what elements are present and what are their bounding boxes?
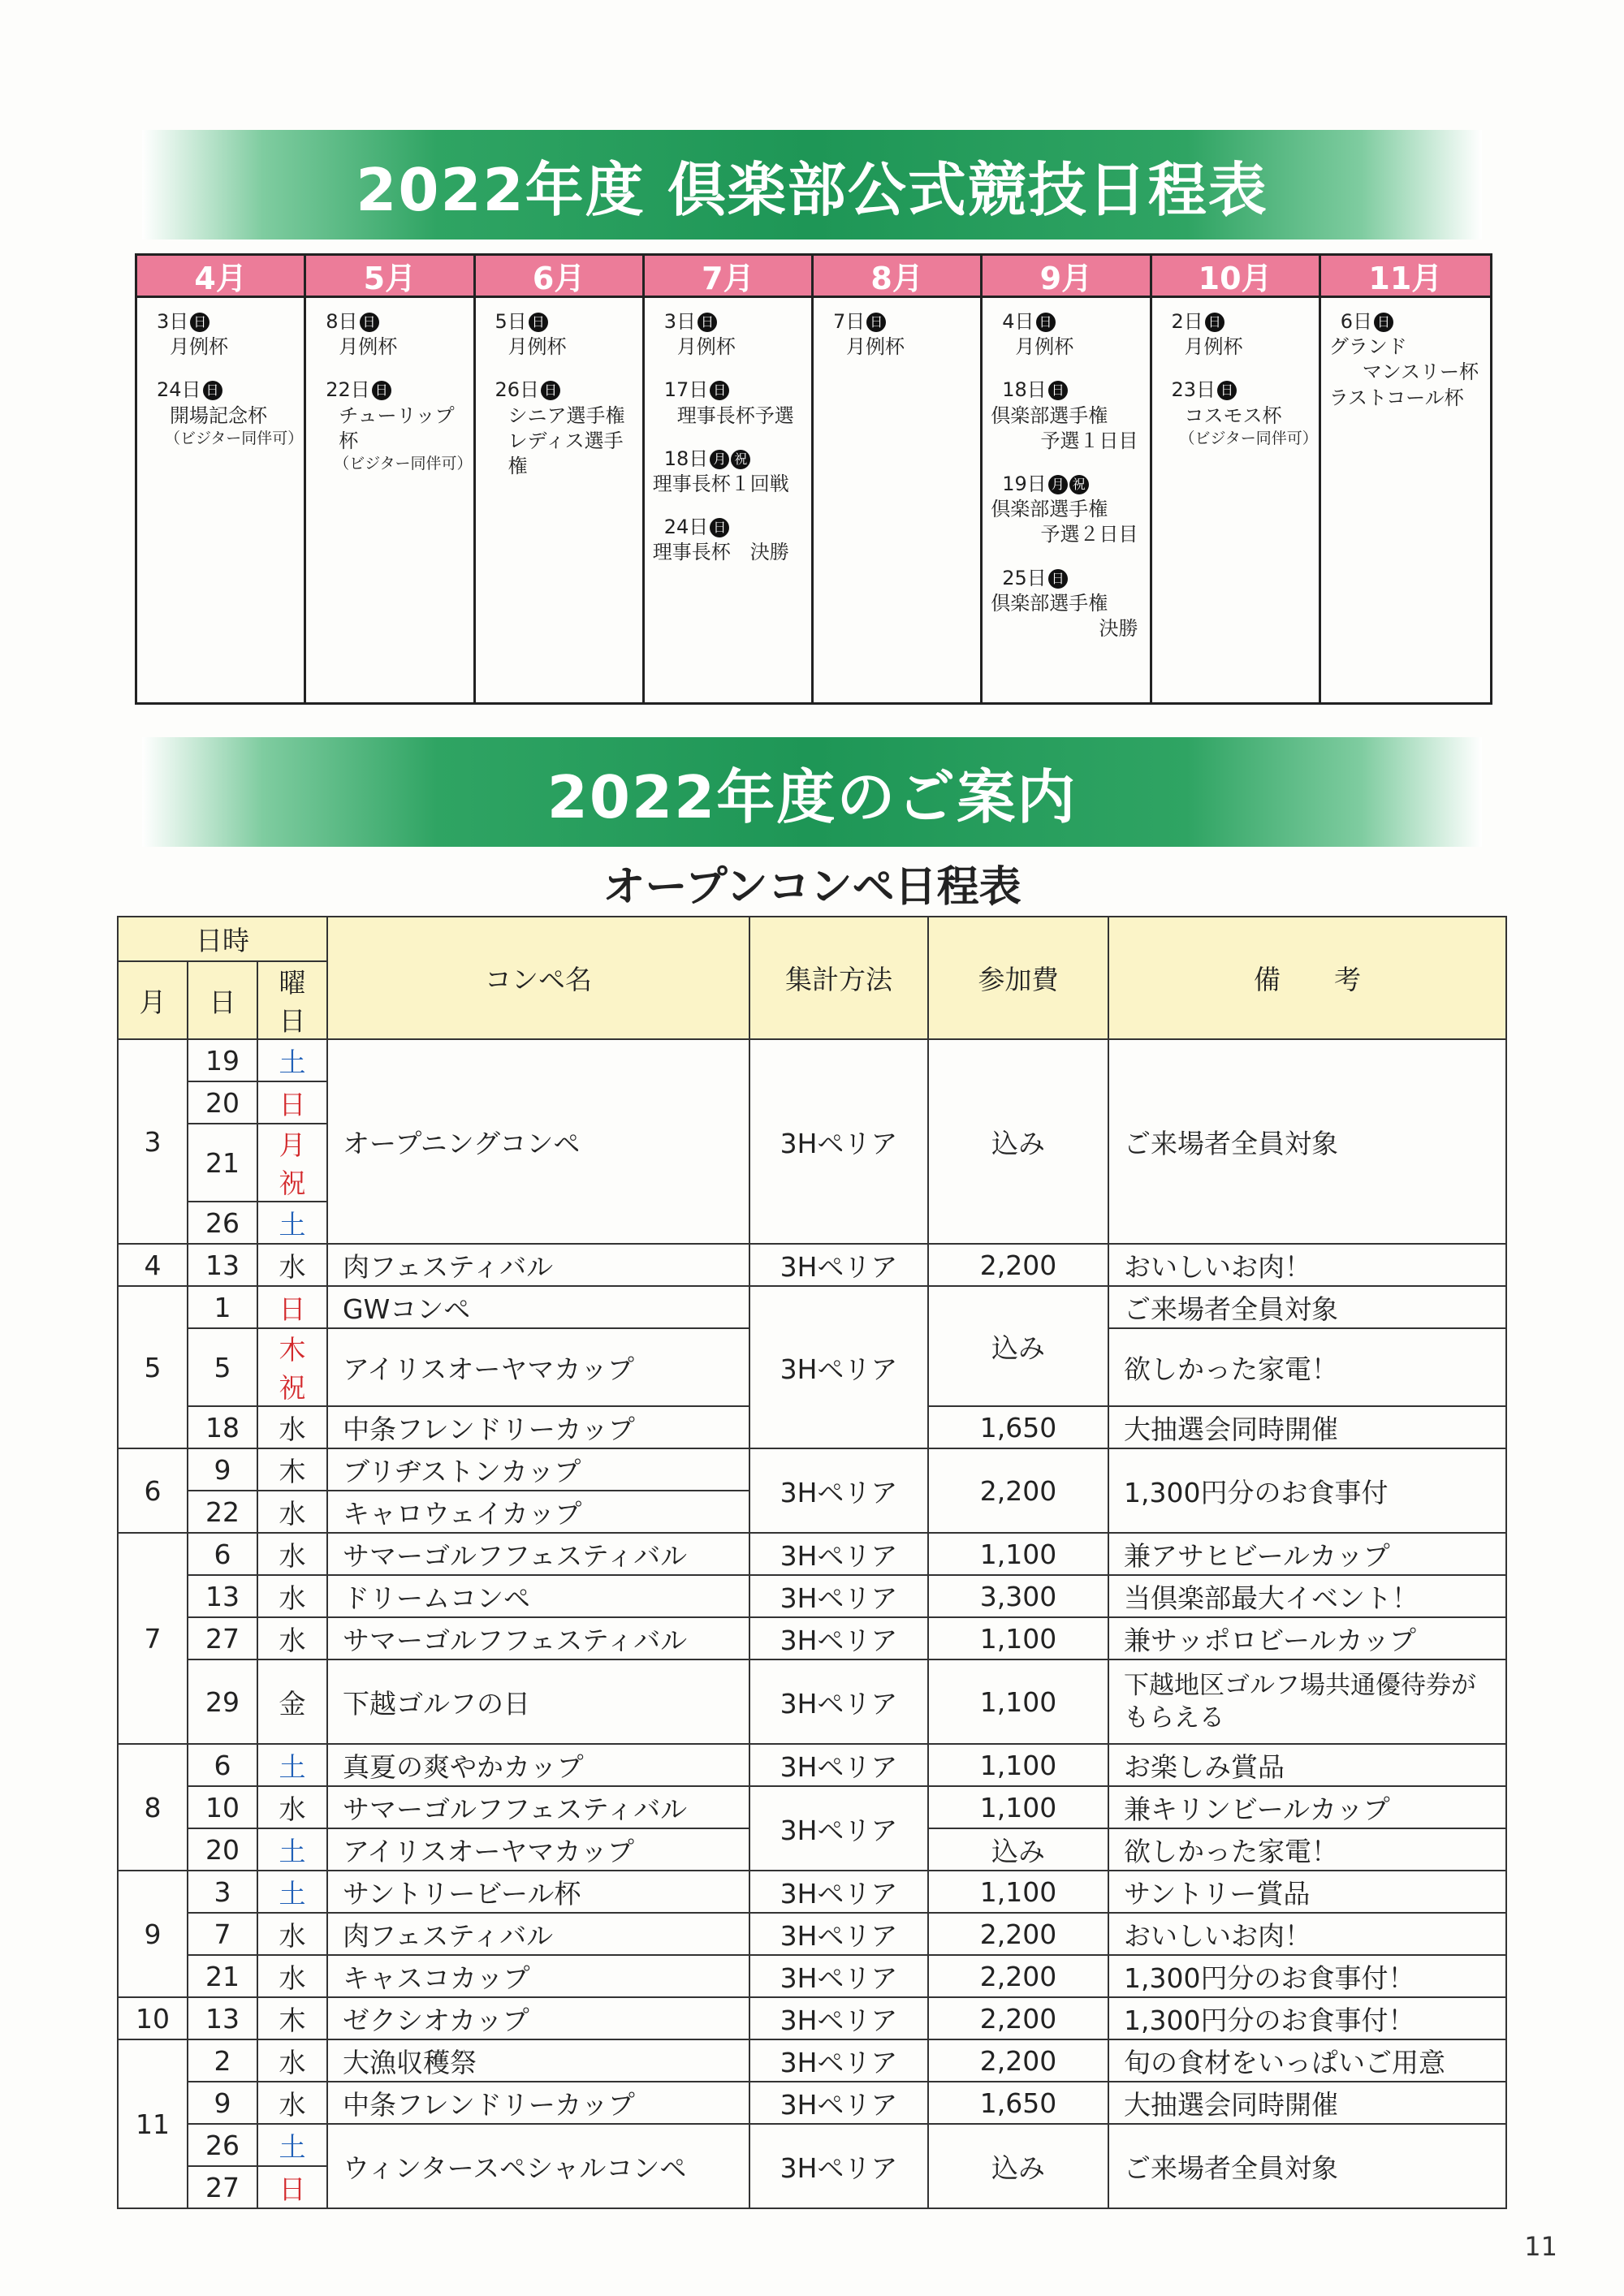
event-date [653,515,803,540]
weekday-cell: 木祝 [257,1328,327,1406]
header-day: 日 [188,961,257,1039]
weekday-badge: 日 [1374,313,1393,332]
weekday-badge: 日 [190,313,209,332]
weekday-badge: 日 [1036,313,1056,332]
method-cell: 3Hペリア [749,1039,928,1244]
weekday-badge: 日 [372,381,391,400]
month-cell: 4 [118,1244,188,1286]
weekday-cell: 日 [257,1286,327,1328]
weekday-cell: 土 [257,1039,327,1081]
event-date-label: 26日 [495,378,540,402]
fee-cell: 3,300 [928,1575,1108,1617]
event-name: 決勝 [1099,616,1138,640]
fee-cell: 2,200 [928,1244,1108,1286]
weekday-cell: 金 [257,1659,327,1744]
day-cell: 19 [188,1039,257,1081]
method-cell: 3Hペリア [749,2039,928,2082]
day-cell: 2 [188,2039,257,2082]
weekday-cell: 水 [257,1575,327,1617]
table-row [118,1617,1506,1659]
calendar-month-column [306,298,475,702]
fee-cell: 1,100 [928,1786,1108,1828]
fee-cell: 1,100 [928,1533,1108,1575]
day-cell: 3 [188,1871,257,1913]
remarks-cell: 欲しかった家電！ [1108,1328,1506,1406]
calendar-month-column [137,298,306,702]
event-date-label: 24日 [157,378,201,402]
day-cell: 7 [188,1913,257,1955]
day-cell: 20 [188,1828,257,1871]
method-cell: 3Hペリア [749,1786,928,1871]
weekday-cell: 水 [257,1491,327,1533]
remarks-cell: ご来場者全員対象 [1108,1039,1506,1244]
weekday-cell: 日 [257,2166,327,2208]
day-cell: 18 [188,1406,257,1448]
calendar-event [991,309,1141,360]
table-row [118,2124,1506,2166]
day-cell: 27 [188,1617,257,1659]
day-cell: 13 [188,1244,257,1286]
fee-cell: 1,100 [928,1617,1108,1659]
calendar-event [145,378,304,448]
calendar-month-column [983,298,1151,702]
event-name: グランド [1328,335,1407,359]
weekday-cell: 水 [257,1244,327,1286]
weekday-cell: 水 [257,1617,327,1659]
event-name: 月例杯 [1184,335,1243,359]
compe-name-cell: オープニングコンペ [327,1039,749,1244]
event-name: 月例杯 [846,335,905,359]
compe-name-cell: サマーゴルフフェスティバル [327,1533,749,1575]
compe-name-cell: キャロウェイカップ [327,1491,749,1533]
method-cell: 3Hペリア [749,1244,928,1286]
remarks-cell: ご来場者全員対象 [1108,2124,1506,2208]
compe-name-cell: 中条フレンドリーカップ [327,2082,749,2124]
event-date [484,309,634,334]
compe-name-cell: ドリームコンペ [327,1575,749,1617]
header-remarks: 備 考 [1108,917,1506,1039]
weekday-cell: 土 [257,1744,327,1786]
day-cell: 5 [188,1328,257,1406]
weekday-badge: 日 [360,313,379,332]
weekday-badge: 日 [1217,381,1237,400]
weekday-cell: 木 [257,1448,327,1491]
event-name: 倶楽部選手権 [991,591,1108,615]
event-date-label: 23日 [1171,378,1216,402]
event-name: 理事長杯予選 [676,404,794,427]
event-date-label: 4日 [1002,310,1034,333]
day-cell: 9 [188,1448,257,1491]
month-cell: 10 [118,1997,188,2039]
event-date-label: 17日 [663,378,709,402]
table-row [118,1448,1506,1491]
method-cell: 3Hペリア [749,1913,928,1955]
compe-name-cell: アイリスオーヤマカップ [327,1828,749,1871]
weekday-cell: 水 [257,1913,327,1955]
weekday-cell: 木 [257,1997,327,2039]
header-month: 月 [118,961,188,1039]
calendar-month-header: 10月 [1152,256,1321,298]
compe-name-cell: ゼクシオカップ [327,1997,749,2039]
event-name: 月例杯 [1015,335,1074,359]
remarks-cell: お楽しみ賞品 [1108,1744,1506,1786]
page-number: 11 [1524,2231,1557,2262]
remarks-cell: 兼サッポロビールカップ [1108,1617,1506,1659]
calendar-month-header: 9月 [983,256,1151,298]
event-name: 理事長杯 決勝 [652,541,789,564]
method-cell: 3Hペリア [749,1871,928,1913]
fee-cell: 込み [928,2124,1108,2208]
weekday-badge: 日 [710,518,729,537]
compe-name-cell: サマーゴルフフェスティバル [327,1617,749,1659]
event-date-label: 25日 [1002,566,1047,589]
event-date-label: 3日 [157,310,189,333]
weekday-cell: 水 [257,2039,327,2082]
event-date-label: 24日 [663,516,709,539]
calendar-month-column [645,298,814,702]
calendar-month-header: 6月 [476,256,645,298]
fee-cell: 2,200 [928,2039,1108,2082]
compe-name-cell: ウィンタースペシャルコンペ [327,2124,749,2208]
event-name: 予選２日目 [1040,523,1138,546]
table-row [118,1244,1506,1286]
table-row [118,1533,1506,1575]
remarks-cell: 大抽選会同時開催 [1108,1406,1506,1448]
competition-schedule-banner: 2022年度 倶楽部公式競技日程表 [142,130,1482,240]
event-name: 月例杯 [170,335,228,359]
method-cell: 3Hペリア [749,1659,928,1744]
calendar-event [1160,378,1318,448]
remarks-cell: 1,300円分のお食事付！ [1108,1997,1506,2039]
event-date-label: 19日 [1002,472,1047,495]
day-cell: 13 [188,1575,257,1617]
fee-cell: 2,200 [928,1955,1108,1997]
calendar-month-column [476,298,645,702]
weekday-cell: 水 [257,1786,327,1828]
fee-cell: 1,650 [928,1406,1108,1448]
header-weekday: 曜日 [257,961,327,1039]
method-cell: 3Hペリア [749,1533,928,1575]
event-date [822,309,972,334]
event-date-label: 8日 [326,310,358,333]
month-cell: 11 [118,2039,188,2208]
event-date-label: 3日 [663,310,697,333]
remarks-cell: おいしいお肉！ [1108,1244,1506,1286]
month-cell: 5 [118,1286,188,1448]
calendar-event [145,309,296,360]
day-cell: 26 [188,1202,257,1244]
table-row [118,1575,1506,1617]
weekday-cell: 土 [257,1828,327,1871]
calendar-month-column [814,298,983,702]
fee-cell: 1,100 [928,1744,1108,1786]
calendar-event [653,378,803,428]
weekday-cell: 土 [257,1871,327,1913]
event-date-label: 5日 [495,310,527,333]
weekday-cell: 水 [257,2082,327,2124]
weekday-badge: 日 [203,381,222,400]
month-cell: 3 [118,1039,188,1244]
method-cell: 3Hペリア [749,1997,928,2039]
calendar-event [653,309,803,360]
method-cell: 3Hペリア [749,1448,928,1533]
remarks-line-2: もらえる [1124,1703,1225,1733]
open-compe-table [117,916,1507,2209]
calendar-event [653,515,803,565]
method-cell: 3Hペリア [749,1575,928,1617]
calendar-event [991,566,1141,642]
weekday-badge: 日 [1205,313,1224,332]
calendar-event [991,378,1141,454]
compe-name-cell: 肉フェスティバル [327,1913,749,1955]
weekday-cell: 水 [257,1406,327,1448]
method-cell: 3Hペリア [749,1744,928,1786]
calendar-event [314,309,464,360]
holiday-badge: 祝 [731,450,750,469]
weekday-cell: 水 [257,1955,327,1997]
day-cell: 20 [188,1081,257,1124]
calendar-event [1329,309,1482,411]
calendar-month-header: 8月 [814,256,983,298]
weekday-cell: 水 [257,1533,327,1575]
table-row [118,1286,1506,1328]
weekday-cell: 月祝 [257,1124,327,1202]
table-row [118,1659,1506,1744]
event-date [653,378,803,403]
event-date-label: 6日 [1340,310,1373,333]
table-row [118,2082,1506,2124]
day-cell: 27 [188,2166,257,2208]
month-cell: 7 [118,1533,188,1744]
header-method: 集計方法 [749,917,928,1039]
event-name: 理事長杯１回戦 [652,472,789,495]
event-name: 倶楽部選手権 [991,498,1108,521]
fee-cell: 1,100 [928,1871,1108,1913]
event-date-label: 7日 [833,310,866,333]
calendar-month-header: 11月 [1321,256,1490,298]
calendar-event [484,378,634,479]
calendar-event [1160,309,1311,360]
day-cell: 13 [188,1997,257,2039]
event-name: 月例杯 [508,335,567,359]
weekday-badge: 日 [710,381,729,400]
compe-name-cell: キャスコカップ [327,1955,749,1997]
event-date [1160,378,1311,403]
fee-cell: 2,200 [928,1997,1108,2039]
event-date [1160,309,1311,334]
header-fee: 参加費 [928,917,1108,1039]
remarks-cell: 兼キリンビールカップ [1108,1786,1506,1828]
weekday-badge: 日 [541,381,560,400]
weekday-badge: 日 [1048,381,1068,400]
weekday-badge: 日 [698,313,717,332]
weekday-badge: 日 [866,313,886,332]
day-cell: 10 [188,1786,257,1828]
day-cell: 6 [188,1744,257,1786]
compe-name-cell: 中条フレンドリーカップ [327,1406,749,1448]
event-date [145,378,296,403]
calendar-month-header: 5月 [306,256,475,298]
event-date-label: 18日 [1002,378,1047,402]
compe-name-cell: 真夏の爽やかカップ [327,1744,749,1786]
fee-cell: 1,650 [928,2082,1108,2124]
table-row [118,1744,1506,1786]
header-compe-name: コンペ名 [327,917,749,1039]
day-cell: 26 [188,2124,257,2166]
compe-name-cell: サマーゴルフフェスティバル [327,1786,749,1828]
event-name: レディス選手権 [508,429,624,477]
event-date [653,309,803,334]
compe-name-cell: GWコンペ [327,1286,749,1328]
compe-name-cell: サントリービール杯 [327,1871,749,1913]
table-row [118,1997,1506,2039]
event-date [653,447,803,472]
method-cell: 3Hペリア [749,1955,928,1997]
table-row [118,2039,1506,2082]
calendar-event [653,447,803,497]
day-cell: 6 [188,1533,257,1575]
calendar-month-column [1321,298,1490,702]
month-cell: 9 [118,1871,188,1997]
remarks-cell [1108,1659,1506,1744]
fee-cell: 1,100 [928,1659,1108,1744]
weekday-cell: 日 [257,1081,327,1124]
remarks-cell: 兼アサヒビールカップ [1108,1533,1506,1575]
table-row [118,1913,1506,1955]
event-date [991,472,1141,497]
remarks-cell: ご来場者全員対象 [1108,1286,1506,1328]
event-note: （ビジター同伴可） [165,429,304,447]
remarks-cell: サントリー賞品 [1108,1871,1506,1913]
calendar-event [822,309,972,360]
compe-name-cell: 肉フェスティバル [327,1244,749,1286]
event-name: コスモス杯 [1184,404,1282,427]
day-cell: 21 [188,1955,257,1997]
month-cell: 8 [118,1744,188,1871]
fee-cell: 込み [928,1286,1108,1406]
weekday-badge: 月 [1048,475,1068,494]
method-cell: 3Hペリア [749,2124,928,2208]
calendar-event [991,472,1141,548]
event-date [991,309,1141,334]
fee-cell: 2,200 [928,1448,1108,1533]
event-date [991,378,1141,403]
calendar-event [484,309,634,360]
event-date [314,378,464,403]
day-cell: 22 [188,1491,257,1533]
fee-cell: 込み [928,1828,1108,1871]
weekday-cell: 土 [257,2124,327,2166]
compe-name-cell: 下越ゴルフの日 [327,1659,749,1744]
table-row [118,1871,1506,1913]
event-name: 倶楽部選手権 [991,404,1108,427]
day-cell: 9 [188,2082,257,2124]
weekday-badge: 月 [710,450,729,469]
remarks-cell: おいしいお肉！ [1108,1913,1506,1955]
day-cell: 1 [188,1286,257,1328]
event-date [991,566,1141,591]
remarks-cell: 1,300円分のお食事付！ [1108,1955,1506,1997]
holiday-badge: 祝 [1069,475,1089,494]
calendar-month-header: 4月 [137,256,306,298]
calendar-event [314,378,473,473]
table-row [118,1039,1506,1081]
event-name: チューリップ杯 [339,404,455,452]
remarks-cell: 旬の食材をいっぱいご用意 [1108,2039,1506,2082]
day-cell: 21 [188,1124,257,1202]
remarks-cell: 1,300円分のお食事付 [1108,1448,1506,1533]
remarks-cell: 欲しかった家電！ [1108,1828,1506,1871]
event-date-label: 18日 [663,447,709,470]
compe-name-cell: アイリスオーヤマカップ [327,1328,749,1406]
table-row [118,1786,1506,1828]
method-cell: 3Hペリア [749,1617,928,1659]
remarks-cell: 当倶楽部最大イベント！ [1108,1575,1506,1617]
weekday-badge: 日 [1048,569,1068,589]
day-cell: 29 [188,1659,257,1744]
guide-banner: 2022年度のご案内 [142,737,1482,847]
open-compe-title: オープンコンペ日程表 [603,863,1021,912]
month-cell: 6 [118,1448,188,1533]
event-date-label: 22日 [326,378,370,402]
event-name: マンスリー杯 [1362,360,1479,384]
table-row [118,1955,1506,1997]
weekday-badge: 日 [529,313,548,332]
event-date [484,378,634,403]
event-date [314,309,464,334]
remarks-line-1: 下越地区ゴルフ場共通優待券が [1124,1670,1477,1700]
compe-name-cell: 大漁収穫祭 [327,2039,749,2082]
compe-name-cell: ブリヂストンカップ [327,1448,749,1491]
event-name: シニア選手権 [508,404,625,427]
event-note: （ビジター同伴可） [334,454,473,473]
event-date [1329,309,1482,334]
event-name: 月例杯 [676,335,736,359]
method-cell: 3Hペリア [749,2082,928,2124]
header-datetime: 日時 [118,917,327,961]
event-name: ラストコール杯 [1328,386,1464,409]
event-name: 月例杯 [339,335,398,359]
fee-cell: 込み [928,1039,1108,1244]
event-name: 予選１日目 [1040,429,1138,452]
club-competition-calendar [135,253,1492,705]
event-date [145,309,296,334]
event-date-label: 2日 [1171,310,1203,333]
fee-cell: 2,200 [928,1913,1108,1955]
remarks-cell: 大抽選会同時開催 [1108,2082,1506,2124]
method-cell: 3Hペリア [749,1286,928,1448]
event-note: （ビジター同伴可） [1179,429,1318,447]
weekday-cell: 土 [257,1202,327,1244]
calendar-month-column [1152,298,1321,702]
event-name: 開場記念杯 [170,404,267,427]
calendar-month-header: 7月 [645,256,814,298]
